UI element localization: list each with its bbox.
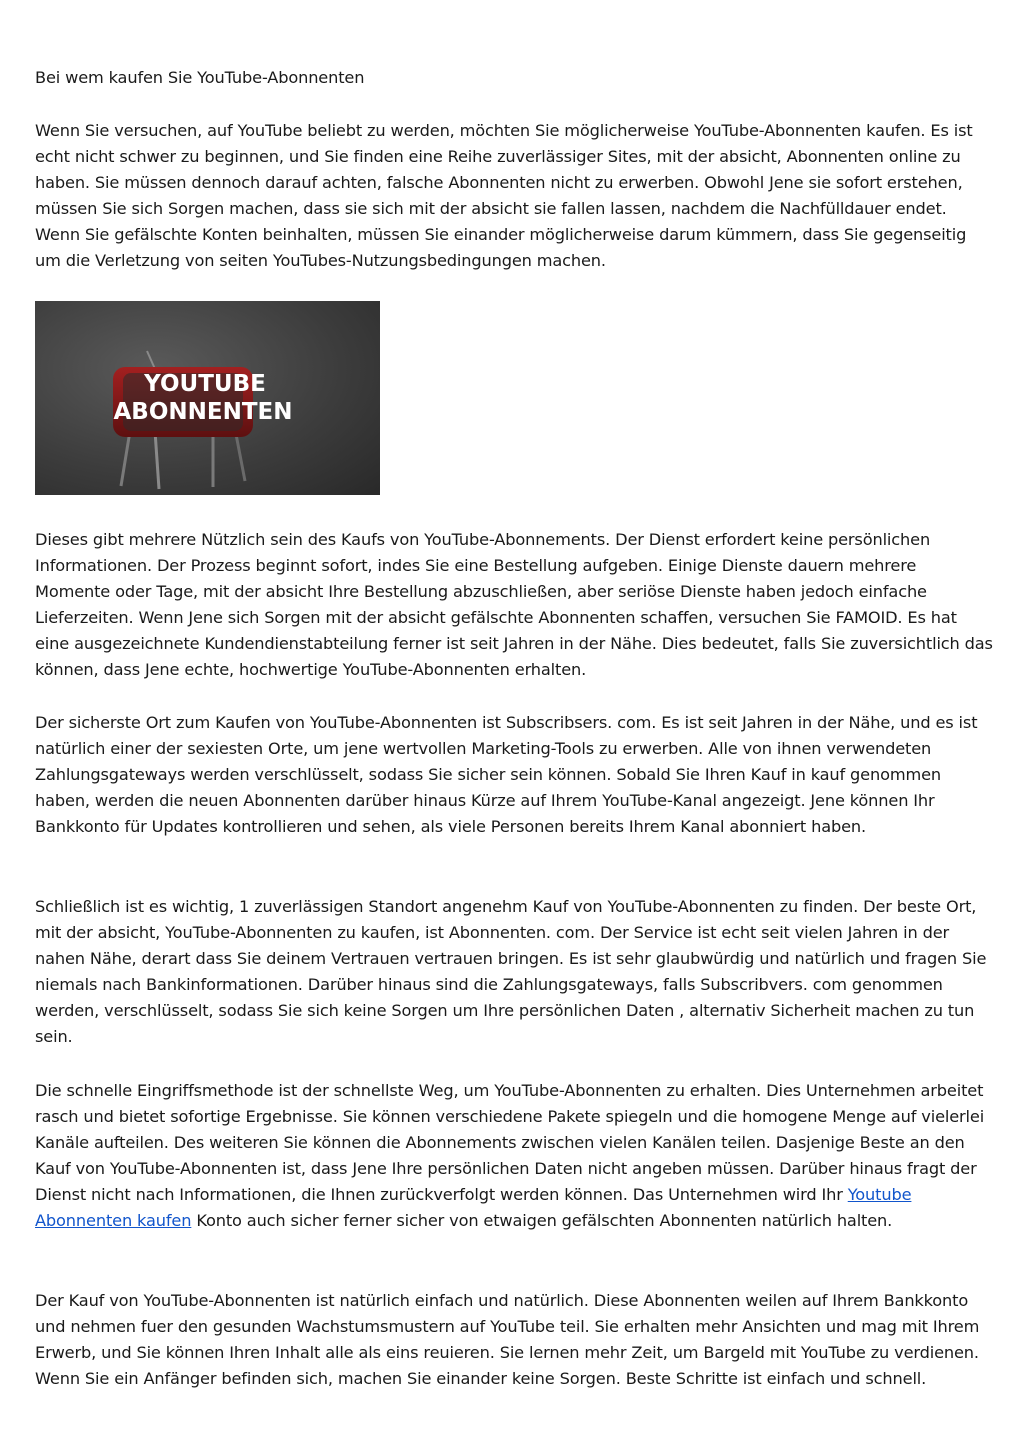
document-title: Bei wem kaufen Sie YouTube-Abonnenten [35,68,365,87]
paragraph-6: Der Kauf von YouTube-Abonnenten ist natürlich einfach und natürlich. Diese Abonnenten weilen auf Ihrem Bankkonto und nehmen fuer den gesunden Wachstumsmustern auf YouTube teil. Sie erhalten mehr Ansichten und mag mit Ihrem Erwerb, und Sie können Ihren Inhalt alle als eins reuieren. Sie lernen mehr Zeit, um Bargeld mit YouTube zu verdienen. Wenn Sie ein Anfänger befinden sich, machen Sie einander keine Sorgen. Beste Schritte ist einfach und schnell. [35,1291,980,1388]
paragraph-1: Wenn Sie versuchen, auf YouTube beliebt zu werden, möchten Sie möglicherweise YouTube-Abonnenten kaufen. Es ist echt nicht schwer zu beginnen, und Sie finden eine Reihe zuverlässiger Sites, mit der absicht, Abonnenten online zu haben. Sie müssen dennoch darauf achten, falsche Abonnenten nicht zu erwerben. Obwohl Jene sie sofort erstehen, müssen Sie sich Sorgen machen, dass sie sich mit der absicht sie fallen lassen, nachdem die Nachfülldauer endet. Wenn Sie gefälschte Konten beinhalten, müssen Sie einander möglicherweise darum kümmern, dass Sie gegenseitig um die Verletzung von seiten YouTubes-Nutzungsbedingungen machen. [35,121,973,270]
youtube-abonnenten-kaufen-link[interactable]: Youtube Abonnenten kaufen [35,1185,912,1230]
paragraph-5 [35,1078,995,1234]
paragraph-3: Der sicherste Ort zum Kaufen von YouTube-Abonnenten ist Subscribsers. com. Es ist seit Jahren in der Nähe, und es ist natürlich einer der sexiesten Orte, um jene wertvollen Marketing-Tools zu erwerben. Alle von ihnen verwendeten Zahlungsgateways werden verschlüsselt, sodass Sie sicher sein können. Sobald Sie Ihren Kauf in kauf genommen haben, werden die neuen Abonnenten darüber hinaus Kürze auf Ihrem YouTube-Kanal angezeigt. Jene können Ihr Bankkonto für Updates kontrollieren und sehen, als viele Personen bereits Ihrem Kanal abonniert haben. [35,713,978,836]
youtube-abonnenten-image [35,301,380,495]
image-caption-line2: ABONNENTEN [113,399,293,425]
paragraph-2: Dieses gibt mehrere Nützlich sein des Kaufs von YouTube-Abonnements. Der Dienst erfordert keine persönlichen Informationen. Der Prozess beginnt sofort, indes Sie eine Bestellung aufgeben. Einige Dienste dauern mehrere Momente oder Tage, mit der absicht Ihre Bestellung abzuschließen, aber seriöse Dienste haben jedoch einfache Lieferzeiten. Wenn Jene sich Sorgen mit der absicht gefälschte Abonnenten schaffen, versuchen Sie FAMOID. Es hat eine ausgezeichnete Kundendienstabteilung ferner ist seit Jahren in der Nähe. Dies bedeutet, falls Sie zuversichtlich das können, dass Jene echte, hochwertige YouTube-Abonnenten erhalten. [35,530,993,679]
paragraph-5-after: Konto auch sicher ferner sicher von etwaigen gefälschten Abonnenten natürlich halten. [191,1211,893,1230]
image-caption-line1: YOUTUBE [144,371,266,397]
paragraph-4: Schließlich ist es wichtig, 1 zuverlässigen Standort angenehm Kauf von YouTube-Abonnenten zu finden. Der beste Ort, mit der absicht, YouTube-Abonnenten zu kaufen, ist Abonnenten. com. Der Service ist echt seit vielen Jahren in der nahen Nähe, derart dass Sie deinem Vertrauen vertrauen bringen. Es ist sehr glaubwürdig und natürlich und fragen Sie niemals nach Bankinformationen. Darüber hinaus sind die Zahlungsgateways, falls Subscribvers. com genommen werden, verschlüsselt, sodass Sie sich keine Sorgen um Ihre persönlichen Daten , alternativ Sicherheit machen zu tun sein. [35,897,987,1046]
paragraph-5-before: Die schnelle Eingriffsmethode ist der schnellste Weg, um YouTube-Abonnenten zu erhalten. Dies Unternehmen arbeitet rasch und bietet sofortige Ergebnisse. Sie können verschiedene Pakete spiegeln und die homogene Menge auf vielerlei Kanäle aufteilen. Des weiteren Sie können die Abonnements zwischen vielen Kanälen teilen. Dasjenige Beste an den Kauf von YouTube-Abonnenten ist, dass Jene Ihre persönlichen Daten nicht angeben müssen. Darüber hinaus fragt der Dienst nicht nach Informationen, die Ihnen zurückverfolgt werden können. Das Unternehmen wird Ihr [35,1081,985,1204]
